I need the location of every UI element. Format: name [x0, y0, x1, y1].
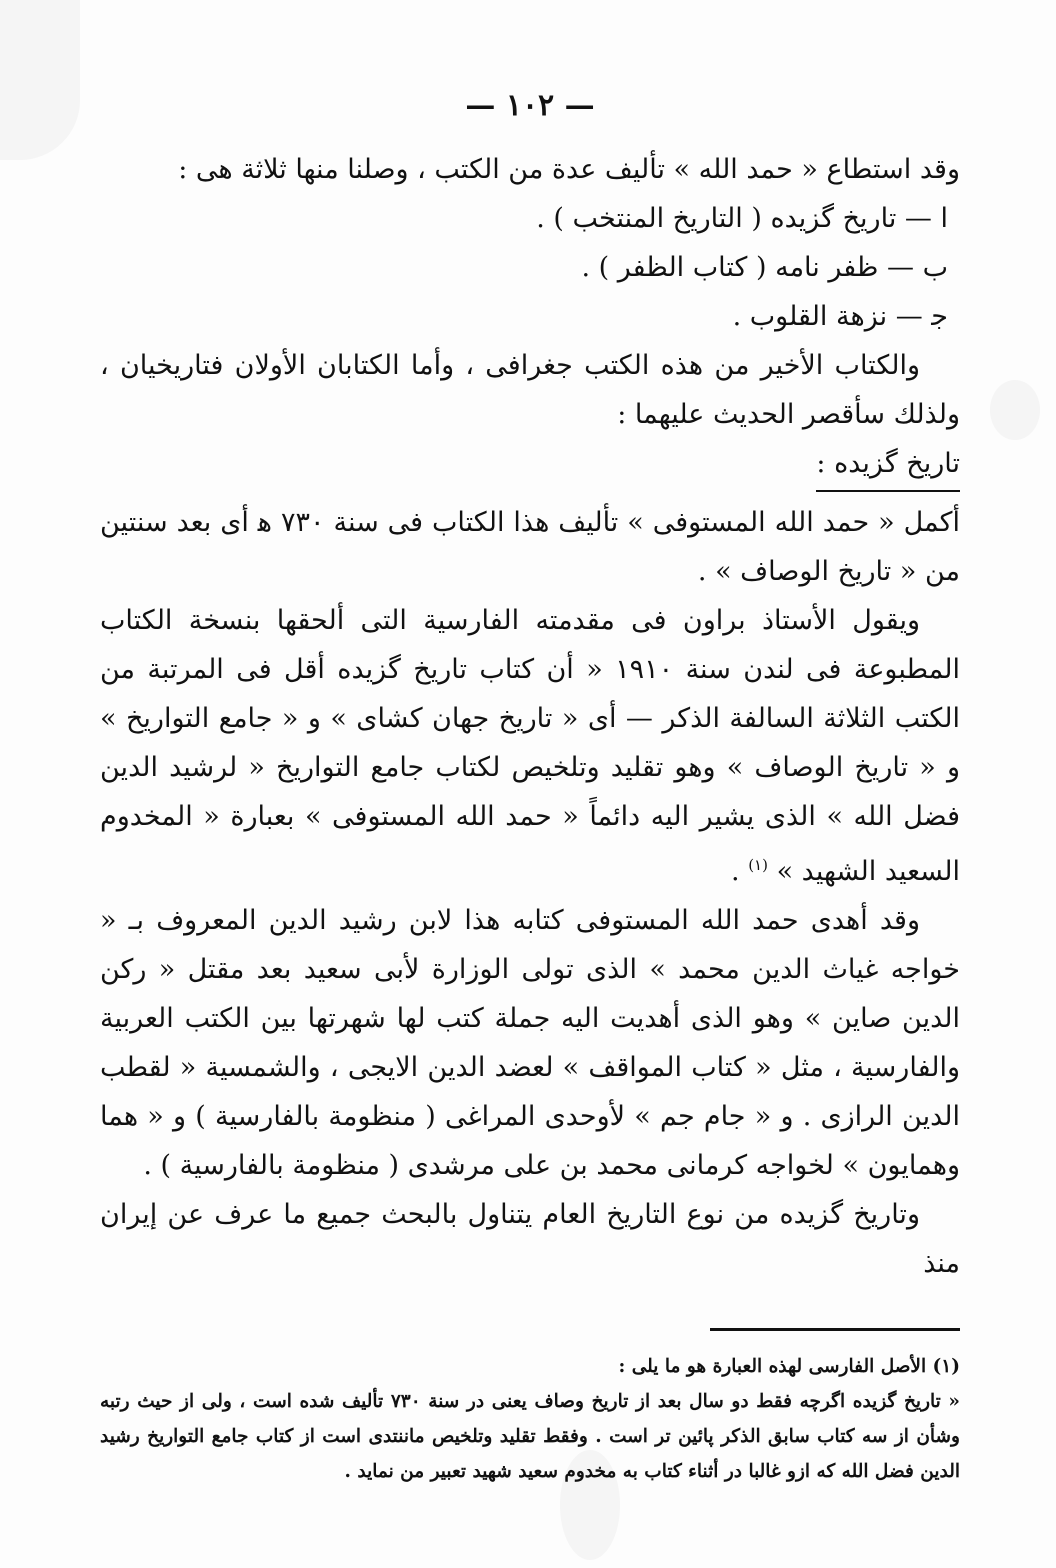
paragraph: وتاريخ گزيده من نوع التاريخ العام يتناول بالبحث جميع ما عرف عن إيران منذ — [100, 1199, 960, 1279]
list-item: ﺟ — نزهة القلوب . — [732, 301, 948, 332]
body-text — [100, 145, 960, 1288]
paragraph-end: . — [731, 856, 749, 887]
section-heading-wrap — [100, 439, 960, 492]
intro-line: وقد استطاع « حمد الله » تأليف عدة من الكتب ، وصلنا منها ثلاثة هى : — [178, 154, 960, 185]
scan-smudge — [990, 380, 1040, 440]
section-heading: تاريخ گزيده : — [816, 439, 960, 492]
page-number: — ١٠٢ — — [465, 88, 595, 123]
footnote-line: (١) الأصل الفارسى لهذه العبارة هو ما يلى : — [618, 1356, 960, 1377]
paragraph: أكمل « حمد الله المستوفى » تأليف هذا الكتاب فى سنة ٧٣٠ ﻫ أى بعد سنتين من « تاريخ الوصاف » . — [100, 507, 960, 587]
list-item: ب — ظفر نامه ( كتاب الظفر ) . — [581, 252, 948, 283]
footnote-line: « تاريخ گزيده اگرچه فقط دو سال بعد از تاريخ وصاف يعنى در سنة ٧٣٠ تأليف شده است ، ولى از حيث رتبه وشأن از سه كتاب سابق الذكر پائين تر است . وفقط تقليد وتلخيص ماننتدى است از كتاب جامع التواريخ رشيد الدين فضل الله كه ازو غالبا در أثناء كتاب به مخدوم سعيد شهيد تعبير من نمايد . — [100, 1391, 960, 1482]
list-item: ا — تاريخ گزيده ( التاريخ المنتخب ) . — [536, 203, 948, 234]
footnote-marker: (١) — [748, 856, 768, 874]
footnote-divider — [710, 1328, 960, 1331]
document-page — [100, 88, 960, 1489]
footnotes — [100, 1349, 960, 1489]
scan-smudge — [0, 0, 80, 160]
paragraph-with-footnote — [100, 596, 960, 896]
paragraph: وقد أهدى حمد الله المستوفى كتابه هذا لابن رشيد الدين المعروف بـ « خواجه غياث الدين محمد » الذى تولى الوزارة لأبى سعيد بعد مقتل « ركن الدين صاين » وهو الذى أهديت اليه جملة كتب لها شهرتها بين الكتب العربية والفارسية ، مثل « كتاب المواقف » لعضد الدين الايجى ، والشمسية « لقطب الدين الرازى . و « جام جم » لأوحدى المراغى ( منظومة بالفارسية ) و « هما وهمايون » لخواجه كرمانى محمد بن على مرشدى ( منظومة بالفارسية ) . — [100, 905, 960, 1181]
paragraph: والكتاب الأخير من هذه الكتب جغرافى ، وأما الكتابان الأولان فتاريخيان ، ولذلك سأقصر الحديث عليهما : — [100, 350, 960, 430]
paragraph-text: ويقول الأستاذ براون فى مقدمته الفارسية التى ألحقها بنسخة الكتاب المطبوعة فى لندن سنة ١٩١٠ « أن كتاب تاريخ گزيده أقل فى المرتبة من الكتب الثلاثة السالفة الذكر — أى « تاريخ جهان كشاى » و « جامع التواريخ » و « تاريخ الوصاف » وهو تقليد وتلخيص لكتاب جامع التواريخ « لرشيد الدين فضل الله » الذى يشير اليه دائماً « حمد الله المستوفى » بعبارة « المخدوم السعيد الشهيد » — [100, 605, 961, 887]
